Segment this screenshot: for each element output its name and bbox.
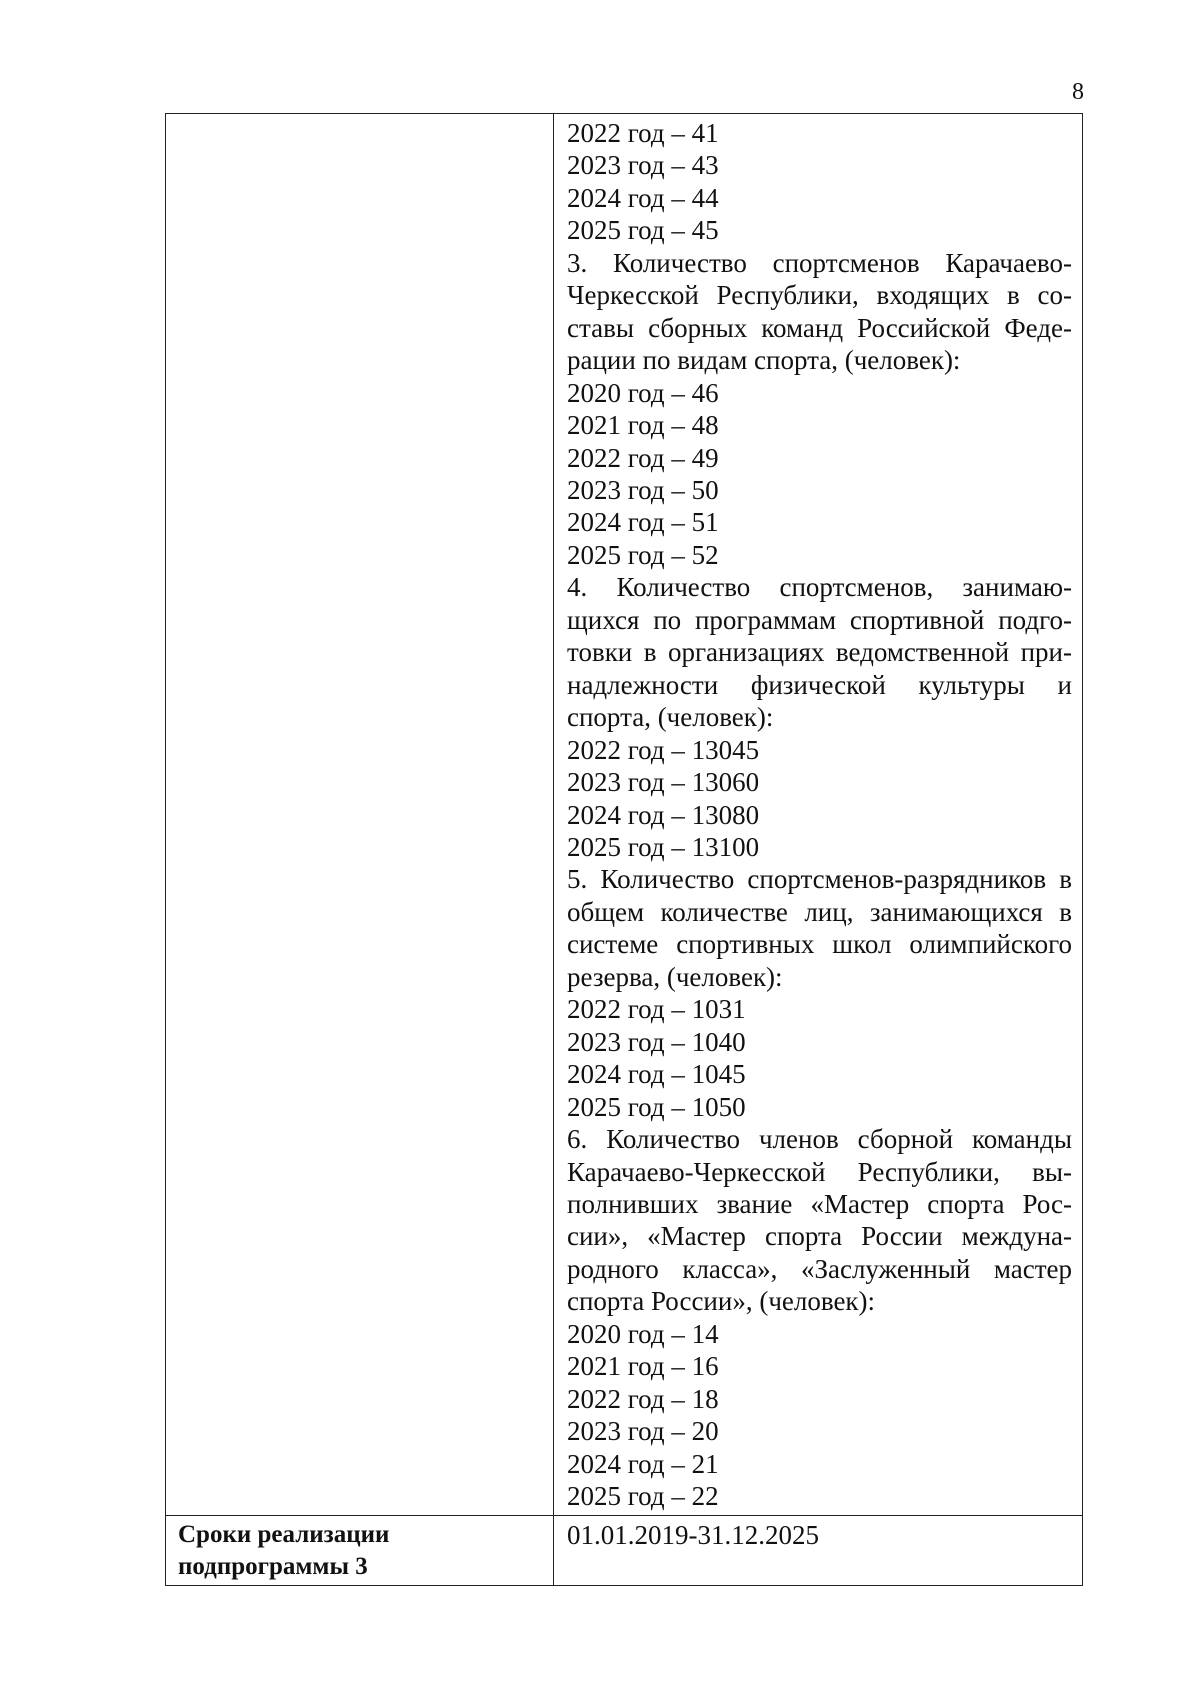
text-line: 2022 год – 1031 (567, 994, 746, 1025)
text-line: 2023 год – 1040 (567, 1026, 746, 1057)
text-line: 2024 год – 13080 (567, 799, 760, 830)
text-line: 2025 год – 52 (567, 539, 719, 570)
text-line: системе спортивных школ олимпийского (567, 929, 1072, 960)
text-line: товки в организациях ведомственной при- (567, 637, 1072, 668)
text-line: 2021 год – 48 (567, 410, 719, 441)
text-line: 2023 год – 20 (567, 1416, 719, 1447)
text-line: 2025 год – 22 (567, 1481, 719, 1512)
text-line: Карачаево-Черкесской Республики, вы- (567, 1156, 1072, 1187)
indicators-row (166, 114, 1083, 1516)
indicators-value-cell (554, 114, 1083, 1516)
text-line: 2021 год – 16 (567, 1351, 719, 1382)
text-line: общем количестве лиц, занимающихся в (567, 896, 1072, 927)
text-line: 5. Количество спортсменов-разрядников в (567, 864, 1072, 895)
subprogram-passport-table (165, 113, 1083, 1586)
indicators-text (567, 117, 1072, 1512)
text-line: родного класса», «Заслуженный мастер (567, 1253, 1072, 1284)
text-line: 2020 год – 14 (567, 1318, 719, 1349)
text-line: 2023 год – 50 (567, 474, 719, 505)
text-line: сии», «Мастер спорта России междуна- (567, 1221, 1072, 1252)
text-line: ставы сборных команд Российской Феде- (567, 312, 1072, 343)
text-line: 4. Количество спортсменов, занимаю- (567, 572, 1072, 603)
text-line: 3. Количество спортсменов Карачаево- (567, 247, 1072, 278)
text-line: 2024 год – 44 (567, 182, 719, 213)
text-line: 2025 год – 13100 (567, 831, 760, 862)
text-line: 2025 год – 45 (567, 215, 719, 246)
text-line: 2024 год – 21 (567, 1448, 719, 1479)
term-value-cell: 01.01.2019-31.12.2025 (554, 1516, 1083, 1586)
text-line: 2023 год – 13060 (567, 767, 760, 798)
text-line: 2024 год – 51 (567, 507, 719, 538)
text-line: спорта России», (человек): (567, 1286, 876, 1317)
term-label-cell: Сроки реализации подпрограммы 3 (166, 1516, 554, 1586)
text-line: резерва, (человек): (567, 961, 783, 992)
text-line: 2023 год – 43 (567, 150, 719, 181)
text-line: спорта, (человек): (567, 702, 774, 733)
text-line: 2025 год – 1050 (567, 1091, 746, 1122)
text-line: полнивших звание «Мастер спорта Рос- (567, 1188, 1072, 1219)
text-line: Черкесской Республики, входящих в со- (567, 280, 1072, 311)
text-line: 2020 год – 46 (567, 377, 719, 408)
text-line: 2022 год – 49 (567, 442, 719, 473)
text-line: 2022 год – 41 (567, 118, 719, 148)
text-line: надлежности физической культуры и (567, 669, 1072, 700)
text-line: 2024 год – 1045 (567, 1059, 746, 1090)
text-line: 6. Количество членов сборной команды (567, 1124, 1072, 1155)
indicators-label-cell (166, 114, 554, 1516)
text-line: рации по видам спорта, (человек): (567, 345, 961, 376)
text-line: 2022 год – 13045 (567, 734, 760, 765)
page-number: 8 (1072, 79, 1084, 105)
text-line: 2022 год – 18 (567, 1383, 719, 1414)
term-row (166, 1516, 1083, 1586)
text-line: щихся по программам спортивной подго- (567, 604, 1072, 635)
